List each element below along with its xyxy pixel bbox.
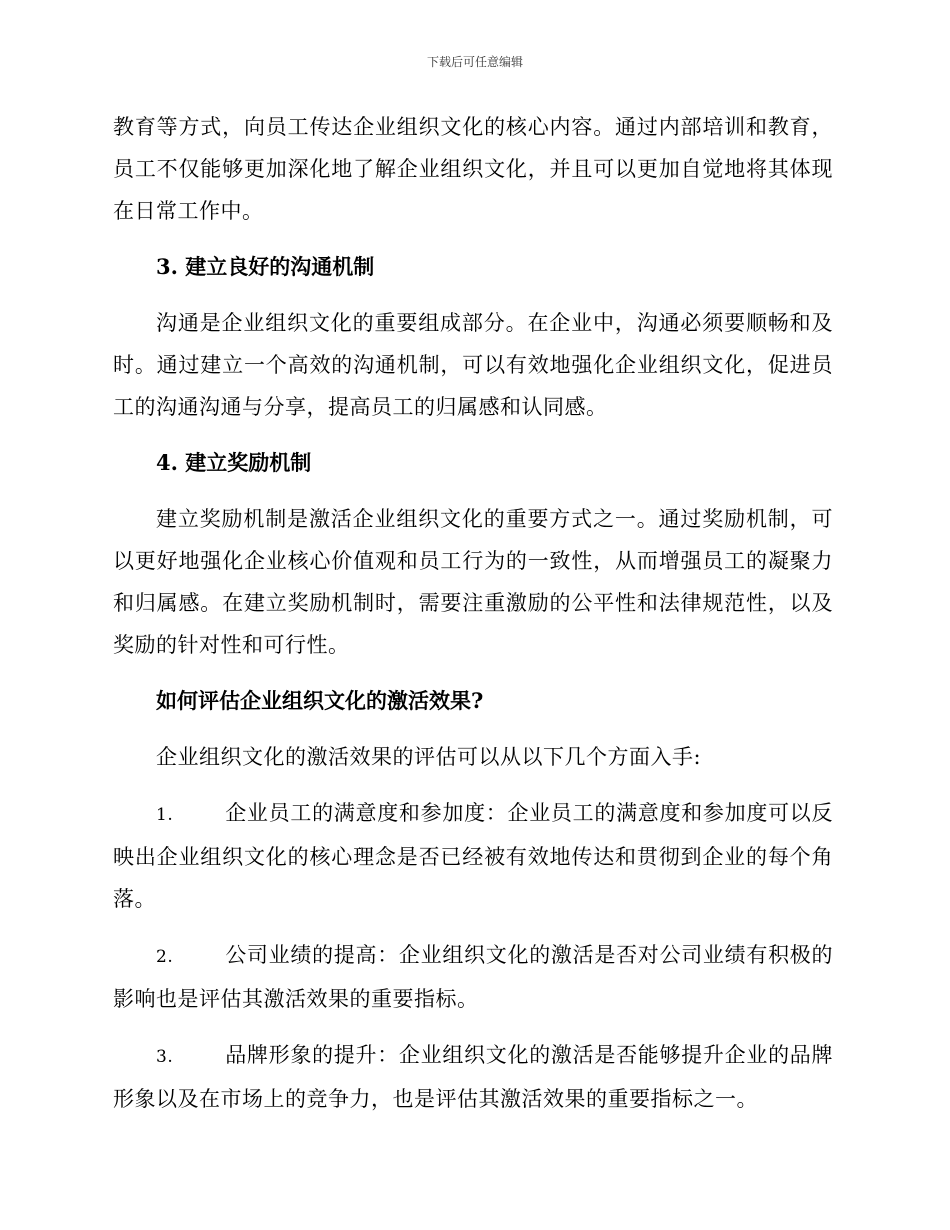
communication-paragraph: 沟通是企业组织文化的重要组成部分。在企业中，沟通必须要顺畅和及时。通过建立一个高效的沟通机制，可以有效地强化企业组织文化，促进员工的沟通沟通与分享，提高员工的归属感和认同感。 xyxy=(113,311,833,419)
list-item-text: 品牌形象的提升：企业组织文化的激活是否能够提升企业的品牌形象以及在市场上的竞争力，也是评估其激活效果的重要指标之一。 xyxy=(113,1043,833,1111)
list-item xyxy=(113,792,833,920)
list-item-text: 公司业绩的提高：企业组织文化的激活是否对公司业绩有积极的影响也是评估其激活效果的重要指标。 xyxy=(113,943,833,1011)
list-item-number: 2. xyxy=(156,947,174,967)
list-item xyxy=(113,934,833,1020)
evaluation-intro-paragraph: 企业组织文化的激活效果的评估可以从以下几个方面入手: xyxy=(156,745,702,769)
list-item-number: 1. xyxy=(156,805,174,825)
list-item-text: 企业员工的满意度和参加度：企业员工的满意度和参加度可以反映出企业组织文化的核心理念是否已经被有效地传达和贯彻到企业的每个角落。 xyxy=(113,801,833,911)
document-body xyxy=(113,106,833,1134)
section-heading-communication: 3. 建立良好的沟通机制 xyxy=(156,254,375,279)
list-item-number: 3. xyxy=(156,1047,174,1067)
list-item xyxy=(113,1034,833,1120)
page-header: 下载后可任意编辑 xyxy=(426,55,523,69)
section-heading-reward: 4. 建立奖励机制 xyxy=(156,450,312,475)
intro-paragraph: 教育等方式，向员工传达企业组织文化的核心内容。通过内部培训和教育，员工不仅能够更加深化地了解企业组织文化，并且可以更加自觉地将其体现在日常工作中。 xyxy=(113,115,833,223)
section-heading-evaluation: 如何评估企业组织文化的激活效果? xyxy=(156,688,484,713)
reward-paragraph: 建立奖励机制是激活企业组织文化的重要方式之一。通过奖励机制，可以更好地强化企业核心价值观和员工行为的一致性，从而增强员工的凝聚力和归属感。在建立奖励机制时，需要注重激励的公平性和法律规范性，以及奖励的针对性和可行性。 xyxy=(113,507,833,657)
